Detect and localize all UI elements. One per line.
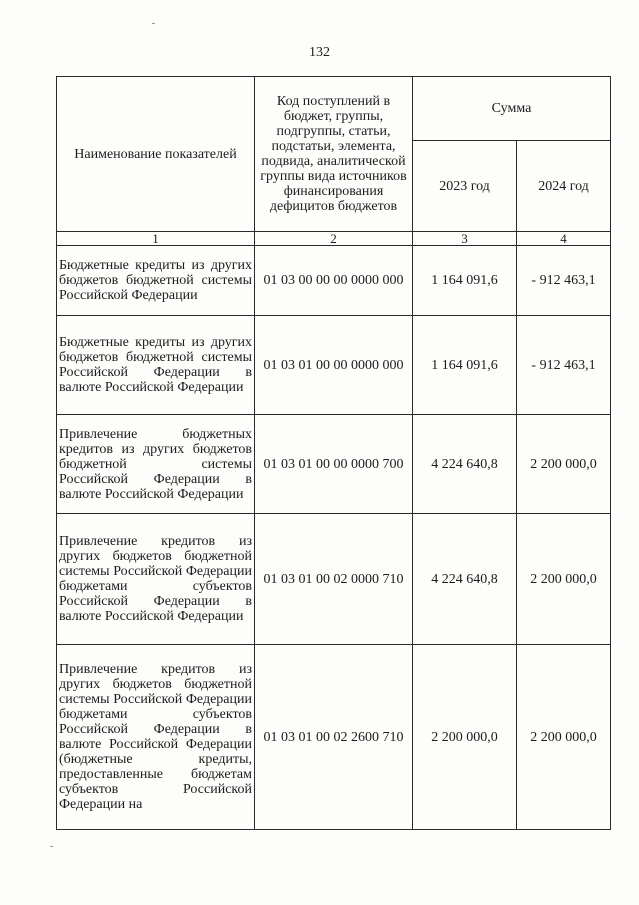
scan-speck — [152, 23, 155, 24]
header-year-2023: 2023 год — [413, 141, 517, 232]
row-value-2023: 1 164 091,6 — [413, 246, 517, 316]
table-row — [57, 316, 611, 415]
row-value-2023: 2 200 000,0 — [413, 645, 517, 830]
column-number-3: 3 — [413, 232, 517, 246]
header-sum: Сумма — [413, 77, 611, 141]
row-code: 01 03 01 00 00 0000 700 — [255, 415, 413, 514]
row-value-2024: 2 200 000,0 — [517, 514, 611, 645]
table-row — [57, 514, 611, 645]
row-name: Привлечение бюджетных кредитов из других бюджетов бюджетной системы Российской Федерации в валюте Российской Федерации — [57, 415, 255, 514]
row-value-2024: - 912 463,1 — [517, 246, 611, 316]
header-year-2024: 2024 год — [517, 141, 611, 232]
budget-table — [56, 76, 611, 830]
table-row — [57, 246, 611, 316]
row-name: Привлечение кредитов из других бюджетов бюджетной системы Российской Федерации бюджетами субъектов Российской Федерации в валюте Российской Федерации (бюджетные кредиты, предоставленные бюджетам субъектов Российской Федерации на — [57, 645, 255, 830]
row-value-2023: 4 224 640,8 — [413, 514, 517, 645]
row-name: Бюджетные кредиты из других бюджетов бюджетной системы Российской Федерации в валюте Российской Федерации — [57, 316, 255, 415]
row-value-2024: - 912 463,1 — [517, 316, 611, 415]
table-row — [57, 415, 611, 514]
row-code: 01 03 01 00 02 0000 710 — [255, 514, 413, 645]
header-name: Наименование показателей — [57, 77, 255, 232]
row-name: Привлечение кредитов из других бюджетов бюджетной системы Российской Федерации бюджетами субъектов Российской Федерации в валюте Российской Федерации — [57, 514, 255, 645]
row-value-2023: 4 224 640,8 — [413, 415, 517, 514]
row-code: 01 03 01 00 02 2600 710 — [255, 645, 413, 830]
table-row — [57, 645, 611, 830]
column-number-4: 4 — [517, 232, 611, 246]
row-value-2024: 2 200 000,0 — [517, 415, 611, 514]
row-code: 01 03 01 00 00 0000 000 — [255, 316, 413, 415]
row-value-2023: 1 164 091,6 — [413, 316, 517, 415]
row-name: Бюджетные кредиты из других бюджетов бюджетной системы Российской Федерации — [57, 246, 255, 316]
page-number: 132 — [309, 45, 330, 60]
row-value-2024: 2 200 000,0 — [517, 645, 611, 830]
column-number-1: 1 — [57, 232, 255, 246]
header-code: Код поступлений в бюджет, группы, подгруппы, статьи, подстатьи, элемента, подвида, аналитической группы вида источников финансирования дефицитов бюджетов — [255, 77, 413, 232]
row-code: 01 03 00 00 00 0000 000 — [255, 246, 413, 316]
scan-speck — [50, 846, 53, 847]
column-number-2: 2 — [255, 232, 413, 246]
